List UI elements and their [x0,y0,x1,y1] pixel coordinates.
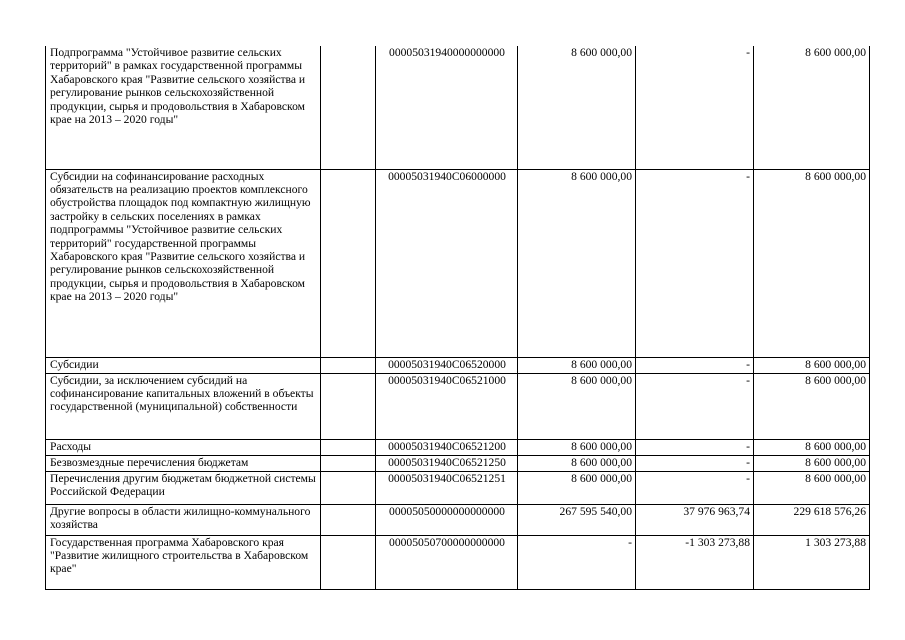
executed-amount-cell: - [636,439,754,455]
executed-amount-cell: - [636,169,754,357]
row-code-cell: 00005031940С06521251 [376,471,518,504]
executed-amount-cell: - [636,46,754,169]
row-name-cell: Государственная программа Хабаровского края "Развитие жилищного строительства в Хабаровском крае" [46,535,321,589]
row-name-cell: Другие вопросы в области жилищно-коммунального хозяйства [46,504,321,535]
empty-cell [321,504,376,535]
table-row [46,471,870,504]
approved-amount-cell: 8 600 000,00 [518,169,636,357]
empty-cell [321,471,376,504]
approved-amount-cell: 267 595 540,00 [518,504,636,535]
remainder-amount-cell: 8 600 000,00 [754,439,870,455]
approved-amount-cell: 8 600 000,00 [518,471,636,504]
empty-cell [321,373,376,439]
table-row [46,455,870,471]
remainder-amount-cell: 1 303 273,88 [754,535,870,589]
row-code-cell: 00005031940С06521200 [376,439,518,455]
empty-cell [321,439,376,455]
executed-amount-cell: -1 303 273,88 [636,535,754,589]
empty-cell [321,535,376,589]
table-row [46,46,870,169]
table-row [46,169,870,357]
empty-cell [321,455,376,471]
empty-cell [321,357,376,373]
row-name-cell: Перечисления другим бюджетам бюджетной системы Российской Федерации [46,471,321,504]
approved-amount-cell: - [518,535,636,589]
executed-amount-cell: 37 976 963,74 [636,504,754,535]
table-row [46,439,870,455]
executed-amount-cell: - [636,471,754,504]
table-row [46,373,870,439]
row-code-cell: 00005031940С06521250 [376,455,518,471]
executed-amount-cell: - [636,455,754,471]
row-code-cell: 00005050700000000000 [376,535,518,589]
remainder-amount-cell: 8 600 000,00 [754,373,870,439]
executed-amount-cell: - [636,357,754,373]
row-name-cell: Безвозмездные перечисления бюджетам [46,455,321,471]
row-code-cell: 00005031940С06521000 [376,373,518,439]
row-code-cell: 00005031940000000000 [376,46,518,169]
remainder-amount-cell: 8 600 000,00 [754,455,870,471]
remainder-amount-cell: 8 600 000,00 [754,46,870,169]
remainder-amount-cell: 8 600 000,00 [754,471,870,504]
row-name-cell: Субсидии на софинансирование расходных обязательств на реализацию проектов комплексного обустройства площадок под компактную жилищную застройку в сельских поселениях в рамках подпрограммы "Устойчивое развитие сельских территорий" государственной программы Хабаровского края "Развитие сельского хозяйства и регулирование рынков сельскохозяйственной продукции, сырья и продовольствия в Хабаровском крае на 2013 – 2020 годы" [46,169,321,357]
approved-amount-cell: 8 600 000,00 [518,439,636,455]
table-row [46,504,870,535]
approved-amount-cell: 8 600 000,00 [518,46,636,169]
row-code-cell: 00005031940С06000000 [376,169,518,357]
row-name-cell: Подпрограмма "Устойчивое развитие сельских территорий" в рамках государственной программы Хабаровского края "Развитие сельского хозяйства и регулирование рынков сельскохозяйственной продукции, сырья и продовольствия в Хабаровском крае на 2013 – 2020 годы" [46,46,321,169]
empty-cell [321,46,376,169]
row-name-cell: Расходы [46,439,321,455]
row-name-cell: Субсидии, за исключением субсидий на софинансирование капитальных вложений в объекты государственной (муниципальной) собственности [46,373,321,439]
table-row [46,357,870,373]
approved-amount-cell: 8 600 000,00 [518,455,636,471]
row-name-cell: Субсидии [46,357,321,373]
approved-amount-cell: 8 600 000,00 [518,357,636,373]
approved-amount-cell: 8 600 000,00 [518,373,636,439]
remainder-amount-cell: 229 618 576,26 [754,504,870,535]
empty-cell [321,169,376,357]
remainder-amount-cell: 8 600 000,00 [754,357,870,373]
budget-execution-table [45,46,870,590]
row-code-cell: 00005050000000000000 [376,504,518,535]
table-row [46,535,870,589]
row-code-cell: 00005031940С06520000 [376,357,518,373]
remainder-amount-cell: 8 600 000,00 [754,169,870,357]
executed-amount-cell: - [636,373,754,439]
